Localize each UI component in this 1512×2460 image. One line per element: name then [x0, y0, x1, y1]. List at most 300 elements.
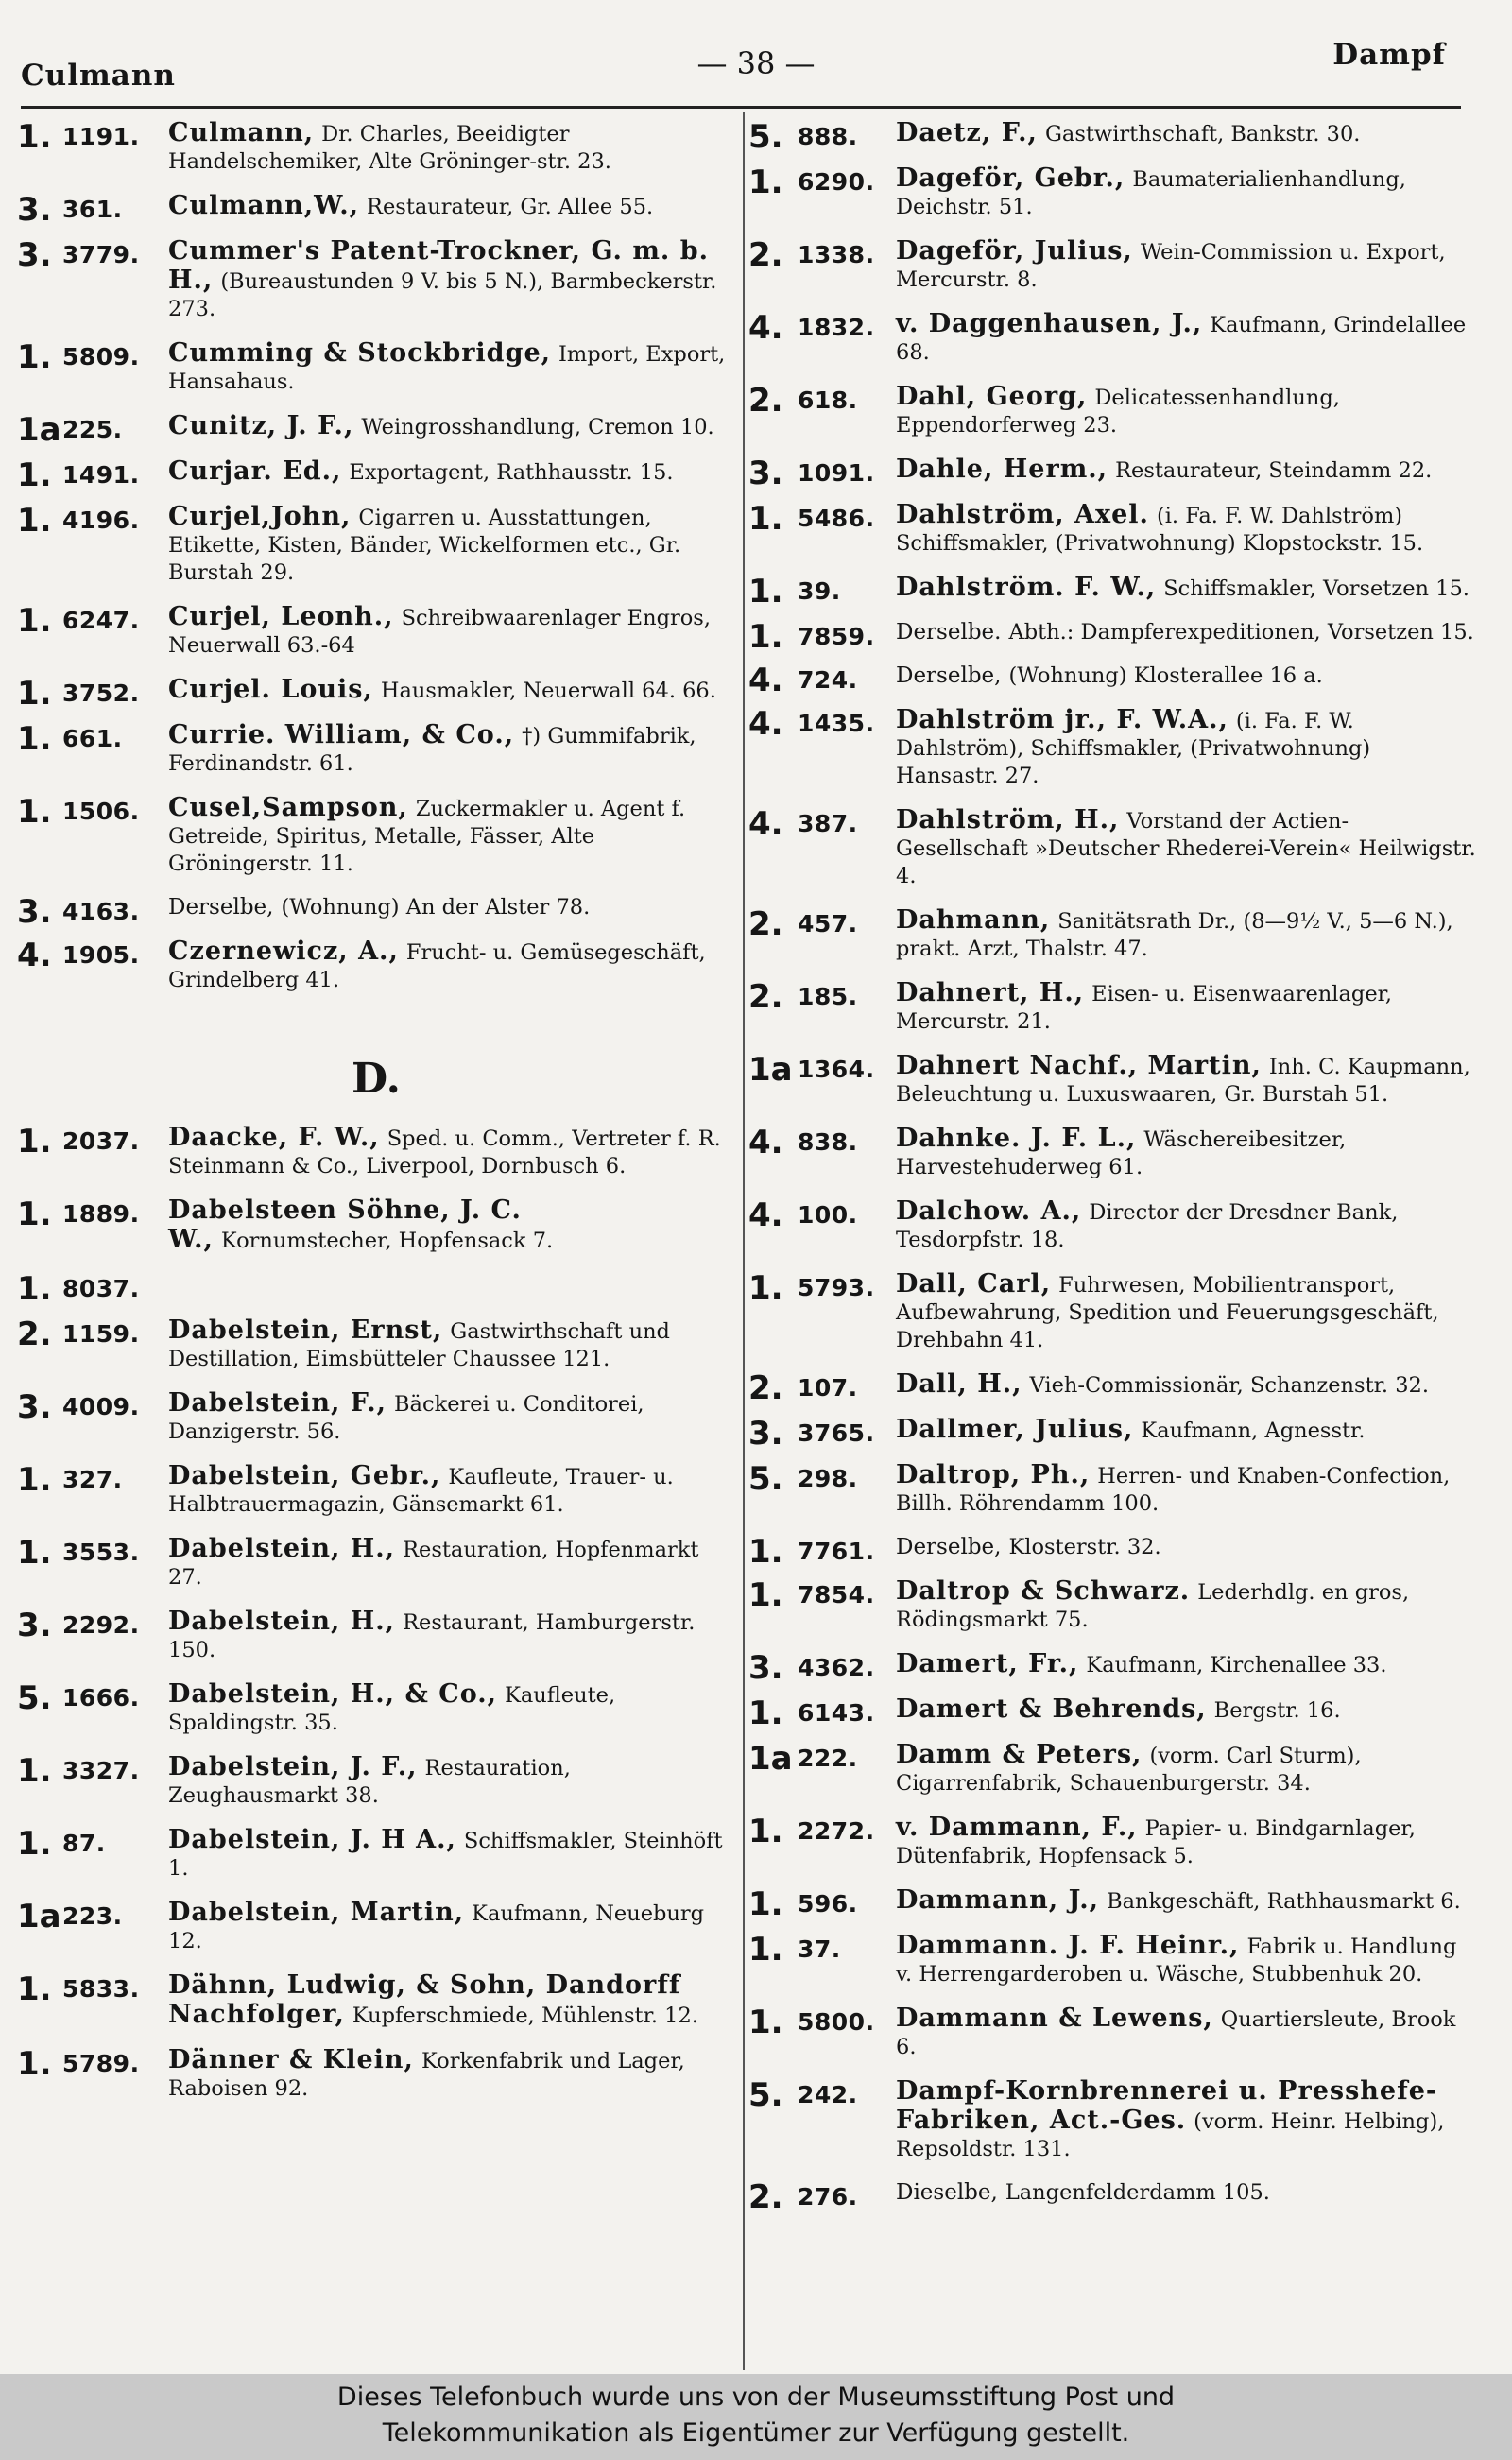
entry-text	[896, 1197, 1478, 1254]
directory-entry	[17, 119, 735, 176]
exchange-zone: 2.	[748, 2178, 783, 2216]
exchange-zone: 1.	[748, 618, 783, 656]
telephone-number: 618.	[798, 387, 858, 414]
exchange-zone: 1.	[17, 1752, 52, 1790]
telephone-number: 1889.	[62, 1200, 140, 1228]
entry-text	[896, 310, 1478, 367]
exchange-zone: 5.	[17, 1679, 52, 1717]
exchange-zone: 3.	[17, 893, 52, 931]
left-column	[17, 119, 735, 2119]
exchange-zone: 1.	[748, 573, 783, 611]
subscriber-details: Kaufleute, Trauer- u. Halbtrauermagazin, Gänsemarkt 61.	[168, 1465, 674, 1517]
entry-text	[168, 2046, 735, 2103]
entry-text	[168, 1608, 735, 1664]
directory-entry	[748, 1741, 1478, 1798]
telephone-number: 1491.	[62, 461, 140, 489]
subscriber-name: Dabelsteen Söhne, J. C. W.,	[168, 1196, 522, 1254]
subscriber-details: Restaurateur, Steindamm 22.	[1115, 458, 1433, 483]
directory-entry	[17, 1316, 735, 1373]
exchange-zone: 3.	[748, 455, 783, 492]
telephone-number: 327.	[62, 1466, 123, 1493]
running-head-left: Culmann	[21, 59, 176, 93]
subscriber-name: Dabelstein, F.,	[168, 1388, 387, 1418]
exchange-zone: 5.	[748, 118, 783, 156]
subscriber-name: Dalchow. A.,	[896, 1196, 1082, 1226]
directory-entry	[748, 906, 1478, 963]
telephone-number: 3752.	[62, 680, 140, 707]
telephone-number: 87.	[62, 1830, 106, 1857]
entry-text	[896, 383, 1478, 439]
telephone-number: 888.	[798, 123, 858, 150]
telephone-number: 4009.	[62, 1393, 140, 1420]
entry-text	[168, 192, 735, 221]
directory-entry	[17, 1753, 735, 1810]
subscriber-details: Kaufmann, Neueburg 12.	[168, 1901, 705, 1953]
telephone-number: 1435.	[798, 710, 875, 737]
subscriber-details: Fabrik u. Handlung v. Herrengarderoben u. Wäsche, Stubbenhuk 20.	[896, 1935, 1457, 1987]
entry-text	[168, 1196, 735, 1255]
directory-entry	[748, 1814, 1478, 1870]
subscriber-details: Cigarren u. Ausstattungen, Etikette, Kisten, Bänder, Wickelformen etc., Gr. Burstah 29.	[168, 506, 681, 585]
telephone-number: 6247.	[62, 607, 140, 634]
subscriber-details: (i. Fa. F. W. Dahlström), Schiffsmakler, (Privatwohnung) Hansastr. 27.	[896, 709, 1371, 788]
subscriber-details: Klosterstr. 32.	[1008, 1535, 1161, 1559]
subscriber-details: Frucht- u. Gemüsegeschäft, Grindelberg 41.	[168, 940, 706, 992]
exchange-zone: 4.	[748, 1124, 783, 1161]
telephone-number: 3327.	[62, 1757, 140, 1784]
telephone-number: 1832.	[798, 314, 875, 341]
subscriber-name: Dabelstein, Gebr.,	[168, 1461, 441, 1490]
entry-text	[168, 457, 735, 487]
directory-entry	[748, 662, 1478, 699]
subscriber-details: Kaufmann, Agnesstr.	[1141, 1419, 1366, 1443]
entry-text	[168, 603, 735, 660]
subscriber-name: Culmann,	[168, 118, 315, 147]
page-number: — 38 —	[696, 45, 816, 81]
subscriber-details: Gastwirthschaft und Destillation, Eimsbütteler Chaussee 121.	[168, 1319, 670, 1371]
telephone-number: 4163.	[62, 898, 140, 925]
entry-text	[896, 2077, 1478, 2163]
subscriber-name: Dahl, Georg,	[896, 382, 1088, 411]
subscriber-details: Import, Export, Hansahaus.	[168, 342, 726, 394]
entry-text	[896, 237, 1478, 294]
subscriber-details: Quartiersleute, Brook 6.	[896, 2007, 1456, 2059]
entry-text	[168, 1971, 735, 2030]
entry-text	[168, 503, 735, 587]
subscriber-details: Hausmakler, Neuerwall 64. 66.	[380, 679, 716, 703]
column-divider	[743, 112, 745, 2370]
exchange-zone: 3.	[17, 1388, 52, 1426]
exchange-zone: 1.	[17, 456, 52, 494]
subscriber-details: Schreibwaarenlager Engros, Neuerwall 63.-64	[168, 606, 711, 658]
subscriber-details: (vorm. Heinr. Helbing), Repsoldstr. 131.	[896, 2109, 1445, 2161]
directory-entry	[17, 1680, 735, 1737]
subscriber-details: Zuckermakler u. Agent f. Getreide, Spiritus, Metalle, Fässer, Alte Gröningerstr. 11.	[168, 797, 686, 876]
telephone-number: 2037.	[62, 1127, 140, 1155]
entry-text	[896, 1695, 1478, 1725]
directory-entry	[748, 501, 1478, 558]
exchange-zone: 1a	[748, 1051, 793, 1089]
exchange-zone: 1.	[17, 1534, 52, 1572]
subscriber-name: Dall, Carl,	[896, 1269, 1052, 1299]
exchange-zone: 3.	[748, 1649, 783, 1687]
telephone-number: 2292.	[62, 1611, 140, 1639]
entry-text	[168, 894, 735, 921]
telephone-number: 1666.	[62, 1684, 140, 1712]
directory-entry	[748, 1694, 1478, 1732]
directory-entry	[748, 1649, 1478, 1687]
subscriber-details: †) Gummifabrik, Ferdinandstr. 61.	[168, 724, 696, 776]
subscriber-name: Dammann. J. F. Heinr.,	[896, 1931, 1240, 1960]
telephone-number: 361.	[62, 196, 123, 223]
subscriber-name: Dahnke. J. F. L.,	[896, 1124, 1137, 1153]
footer-line-2: Telekommunikation als Eigentümer zur Verfügung gestellt.	[382, 2418, 1130, 2448]
entry-text	[896, 1932, 1478, 1988]
subscriber-details: Kornumstecher, Hopfensack 7.	[220, 1229, 554, 1253]
entry-text	[168, 1899, 735, 1955]
directory-entry	[17, 794, 735, 878]
directory-entry	[748, 1885, 1478, 1923]
subscriber-details: Eisen- u. Eisenwaarenlager, Mercurstr. 21.	[896, 982, 1393, 1034]
directory-entry	[748, 1052, 1478, 1109]
exchange-zone: 1.	[17, 793, 52, 831]
exchange-zone: 5.	[748, 1460, 783, 1498]
entry-text	[168, 237, 735, 323]
exchange-zone: 1.	[17, 338, 52, 376]
directory-entry	[748, 1125, 1478, 1181]
subscriber-name: Dabelstein, Martin,	[168, 1898, 465, 1927]
subscriber-name: Cunitz, J. F.,	[168, 411, 354, 440]
telephone-number: 107.	[798, 1374, 858, 1402]
entry-text	[896, 2179, 1478, 2207]
exchange-zone: 1.	[17, 118, 52, 156]
telephone-number: 8037.	[62, 1275, 140, 1302]
directory-entry	[17, 893, 735, 931]
exchange-zone: 2.	[748, 382, 783, 420]
telephone-number: 5833.	[62, 1975, 140, 2003]
exchange-zone: 1.	[17, 1196, 52, 1233]
exchange-zone: 4.	[748, 705, 783, 743]
exchange-zone: 5.	[748, 2076, 783, 2114]
exchange-zone: 2.	[748, 236, 783, 274]
exchange-zone: 4.	[748, 805, 783, 843]
subscriber-name: Dammann & Lewens,	[896, 2004, 1213, 2033]
exchange-zone: 1.	[17, 2045, 52, 2083]
telephone-number: 100.	[798, 1201, 858, 1229]
subscriber-name: Dallmer, Julius,	[896, 1415, 1134, 1444]
subscriber-name: v. Dammann, F.,	[896, 1813, 1138, 1842]
exchange-zone: 1.	[748, 1885, 783, 1923]
subscriber-name: Dähnn, Ludwig, & Sohn, Dandorff Nachfolger,	[168, 1970, 681, 2029]
entry-text	[168, 1389, 735, 1446]
subscriber-name: Dabelstein, J. F.,	[168, 1752, 418, 1781]
subscriber-name: Daetz, F.,	[896, 118, 1038, 147]
subscriber-details: Korkenfabrik und Lager, Raboisen 92.	[168, 2049, 685, 2101]
telephone-number: 596.	[798, 1890, 858, 1918]
directory-entry	[748, 310, 1478, 367]
telephone-number: 7761.	[798, 1538, 875, 1565]
subscriber-details: Schiffsmakler, Steinhöft 1.	[168, 1829, 723, 1881]
telephone-number: 37.	[798, 1935, 841, 1963]
directory-entry	[748, 706, 1478, 790]
entry-text	[896, 1416, 1478, 1445]
entry-text	[896, 1270, 1478, 1354]
directory-entry	[748, 118, 1478, 156]
exchange-zone: 4.	[17, 937, 52, 974]
telephone-number: 242.	[798, 2081, 858, 2108]
directory-entry	[17, 675, 735, 713]
entry-text	[896, 1886, 1478, 1916]
subscriber-name: Dahle, Herm.,	[896, 455, 1108, 484]
exchange-zone: 1.	[748, 163, 783, 201]
directory-entry	[17, 1971, 735, 2030]
telephone-number: 1338.	[798, 241, 875, 268]
telephone-number: 5800.	[798, 2008, 875, 2036]
telephone-number: 223.	[62, 1902, 123, 1930]
directory-entry	[17, 938, 735, 994]
exchange-zone: 1.	[17, 602, 52, 640]
telephone-number: 7854.	[798, 1581, 875, 1608]
telephone-number: 1364.	[798, 1056, 875, 1083]
entry-text	[896, 1052, 1478, 1109]
directory-entry	[748, 383, 1478, 439]
subscriber-name: Cummer's Patent-Trockner, G. m. b. H.,	[168, 236, 710, 295]
subscriber-name: v. Daggenhausen, J.,	[896, 309, 1203, 338]
exchange-zone: 1.	[748, 2004, 783, 2041]
telephone-number: 1191.	[62, 123, 140, 150]
exchange-zone: 1.	[17, 502, 52, 540]
subscriber-name: Czernewicz, A.,	[168, 937, 399, 966]
telephone-number: 1159.	[62, 1320, 140, 1348]
entry-text	[896, 1461, 1478, 1518]
subscriber-details: Kaufmann, Kirchenallee 33.	[1086, 1653, 1387, 1677]
telephone-number: 661.	[62, 725, 123, 752]
entry-text	[896, 164, 1478, 221]
subscriber-details: (i. Fa. F. W. Dahlström) Schiffsmakler, (Privatwohnung) Klopstockstr. 15.	[896, 504, 1424, 556]
entry-text	[168, 412, 735, 441]
telephone-number: 387.	[798, 810, 858, 837]
exchange-zone: 1.	[17, 1123, 52, 1161]
directory-entry	[17, 191, 735, 229]
entry-text	[896, 979, 1478, 1036]
subscriber-details: Wein-Commission u. Export, Mercurstr. 8.	[896, 240, 1446, 292]
subscriber-name: Derselbe,	[896, 663, 1002, 688]
subscriber-name: Currie. William, & Co.,	[168, 720, 515, 749]
exchange-zone: 2.	[748, 905, 783, 943]
subscriber-name: Damm & Peters,	[896, 1740, 1143, 1769]
exchange-zone: 2.	[748, 978, 783, 1016]
entry-text	[896, 1577, 1478, 1634]
entry-text	[896, 119, 1478, 148]
telephone-number: 225.	[62, 416, 123, 443]
entry-text	[168, 938, 735, 994]
entry-text	[896, 619, 1478, 646]
telephone-number: 3779.	[62, 241, 140, 268]
subscriber-name: Dahnert, H.,	[896, 978, 1085, 1007]
directory-entry	[17, 456, 735, 494]
subscriber-details: Weingrosshandlung, Cremon 10.	[361, 415, 714, 439]
telephone-number: 1506.	[62, 798, 140, 825]
directory-entry	[748, 979, 1478, 1036]
directory-entry	[748, 618, 1478, 656]
directory-entry	[748, 1369, 1478, 1407]
directory-entry	[17, 1899, 735, 1955]
subscriber-details: Restaurant, Hamburgerstr. 150.	[168, 1610, 696, 1662]
subscriber-name: Culmann,W.,	[168, 191, 360, 220]
telephone-number: 6290.	[798, 168, 875, 196]
section-heading: D.	[352, 1055, 401, 1103]
subscriber-details: Bergstr. 16.	[1213, 1698, 1341, 1723]
exchange-zone: 4.	[748, 662, 783, 699]
telephone-number: 276.	[798, 2183, 858, 2211]
subscriber-name: Dahlström, Axel.	[896, 500, 1149, 529]
directory-entry	[748, 2178, 1478, 2216]
subscriber-details: Kaufleute, Spaldingstr. 35.	[168, 1683, 616, 1735]
entry-text	[896, 2004, 1478, 2061]
exchange-zone: 4.	[748, 309, 783, 347]
subscriber-name: Curjel. Louis,	[168, 675, 373, 704]
directory-entry	[17, 503, 735, 587]
exchange-zone: 1.	[17, 1825, 52, 1863]
telephone-number: 4196.	[62, 507, 140, 534]
subscriber-details: Restauration, Hopfenmarkt 27.	[168, 1538, 699, 1590]
telephone-number: 5793.	[798, 1274, 875, 1301]
directory-entry	[17, 1608, 735, 1664]
entry-text	[168, 1316, 735, 1373]
entry-list-d	[17, 1124, 735, 2103]
exchange-zone: 1.	[17, 1461, 52, 1499]
directory-entry	[748, 1415, 1478, 1453]
subscriber-name: Daltrop, Ph.,	[896, 1460, 1091, 1489]
subscriber-name: Curjel, Leonh.,	[168, 602, 394, 631]
subscriber-details: Bankgeschäft, Rathhausmarkt 6.	[1107, 1889, 1461, 1914]
subscriber-name: Dahlström, H.,	[896, 805, 1120, 834]
telephone-number: 5809.	[62, 343, 140, 370]
subscriber-name: Dänner & Klein,	[168, 2045, 414, 2074]
directory-entry	[748, 1577, 1478, 1634]
subscriber-details: Sped. u. Comm., Vertreter f. R. Steinmann & Co., Liverpool, Dornbusch 6.	[168, 1127, 721, 1178]
subscriber-name: Dammann, J.,	[896, 1885, 1100, 1915]
directory-entry	[748, 1270, 1478, 1354]
entry-text	[896, 1534, 1478, 1561]
directory-entry	[748, 1533, 1478, 1571]
entry-text	[896, 1741, 1478, 1798]
directory-entry	[17, 1270, 735, 1308]
directory-entry	[748, 573, 1478, 611]
directory-entry	[748, 806, 1478, 890]
header-rule	[21, 106, 1461, 109]
directory-entry	[17, 1826, 735, 1883]
telephone-number: 5486.	[798, 505, 875, 532]
entry-list-right	[748, 118, 1478, 2216]
subscriber-details: Fuhrwesen, Mobilientransport, Aufbewahrung, Spedition und Feuerungsgeschäft, Drehbahn 41.	[896, 1273, 1439, 1352]
subscriber-details: Langenfelderdamm 105.	[1005, 2180, 1270, 2205]
entry-text	[896, 1650, 1478, 1679]
subscriber-details: Delicatessenhandlung, Eppendorferweg 23.	[896, 386, 1340, 438]
directory-entry	[748, 1461, 1478, 1518]
subscriber-details: Kupferschmiede, Mühlenstr. 12.	[352, 2004, 698, 2028]
telephone-number: 838.	[798, 1128, 858, 1156]
subscriber-details: Restaurateur, Gr. Allee 55.	[367, 195, 654, 219]
entry-text	[896, 1370, 1478, 1400]
telephone-number: 1905.	[62, 941, 140, 969]
subscriber-name: Dampf-Kornbrennerei u. Presshefe-Fabriken, Act.-Ges.	[896, 2076, 1438, 2135]
subscriber-details: (vorm. Carl Sturm), Cigarrenfabrik, Schauenburgerstr. 34.	[896, 1744, 1362, 1796]
subscriber-details: (Bureaustunden 9 V. bis 5 N.), Barmbeckerstr. 273.	[168, 269, 717, 321]
entry-text	[896, 1125, 1478, 1181]
subscriber-details: (Wohnung) An der Alster 78.	[281, 895, 591, 920]
entry-text	[168, 1753, 735, 1810]
subscriber-details: Baumaterialienhandlung, Deichstr. 51.	[896, 167, 1406, 219]
directory-entry	[17, 1196, 735, 1255]
subscriber-name: Derselbe,	[896, 1535, 1002, 1559]
entry-text	[896, 906, 1478, 963]
subscriber-name: Dahnert Nachf., Martin,	[896, 1051, 1262, 1080]
subscriber-name: Daltrop & Schwarz.	[896, 1576, 1191, 1606]
directory-entry	[17, 237, 735, 323]
entry-text	[168, 1535, 735, 1591]
entry-text	[168, 721, 735, 778]
subscriber-name: Dageför, Gebr.,	[896, 163, 1125, 193]
subscriber-name: Daacke, F. W.,	[168, 1123, 380, 1152]
subscriber-name: Curjar. Ed.,	[168, 456, 342, 486]
exchange-zone: 3.	[17, 1607, 52, 1644]
exchange-zone: 4.	[748, 1196, 783, 1234]
subscriber-name: Dabelstein, J. H A.,	[168, 1825, 456, 1854]
subscriber-name: Dabelstein, H.,	[168, 1534, 396, 1563]
subscriber-name: Dabelstein, Ernst,	[168, 1316, 443, 1345]
subscriber-name: Damert, Fr.,	[896, 1649, 1079, 1678]
entry-text	[896, 501, 1478, 558]
exchange-zone: 2.	[17, 1316, 52, 1353]
entry-text	[168, 676, 735, 705]
directory-entry	[17, 339, 735, 396]
subscriber-name: Derselbe.	[896, 620, 1002, 645]
subscriber-details: Dr. Charles, Beeidigter Handelschemiker, Alte Gröninger-str. 23.	[168, 122, 611, 174]
telephone-number: 724.	[798, 666, 858, 694]
exchange-zone: 1.	[748, 1269, 783, 1307]
subscriber-details: Lederhdlg. en gros, Rödingsmarkt 75.	[896, 1580, 1410, 1632]
subscriber-name: Dahmann,	[896, 905, 1051, 935]
exchange-zone: 1.	[17, 720, 52, 758]
directory-entry	[748, 2004, 1478, 2061]
subscriber-details: Schiffsmakler, Vorsetzen 15.	[1163, 576, 1469, 601]
directory-entry	[17, 1389, 735, 1446]
entry-text	[896, 662, 1478, 690]
entry-text	[896, 806, 1478, 890]
right-column	[748, 119, 1478, 2223]
subscriber-details: Bäckerei u. Conditorei, Danzigerstr. 56.	[168, 1392, 644, 1444]
directory-entry	[748, 1197, 1478, 1254]
telephone-number: 5789.	[62, 2050, 140, 2077]
subscriber-details: Kaufmann, Grindelallee 68.	[896, 313, 1467, 365]
exchange-zone: 3.	[17, 236, 52, 274]
subscriber-details: Inh. C. Kaupmann, Beleuchtung u. Luxuswaaren, Gr. Burstah 51.	[896, 1055, 1470, 1107]
exchange-zone: 1.	[748, 1533, 783, 1571]
subscriber-name: Dahlström. F. W.,	[896, 573, 1157, 602]
subscriber-details: Papier- u. Bindgarnlager, Dütenfabrik, Hopfensack 5.	[896, 1816, 1416, 1868]
subscriber-details: Director der Dresdner Bank, Tesdorpfstr. 18.	[896, 1200, 1399, 1252]
running-head-right: Dampf	[1332, 38, 1446, 72]
telephone-number: 185.	[798, 983, 858, 1010]
exchange-zone: 2.	[748, 1369, 783, 1407]
directory-entry	[17, 2046, 735, 2103]
subscriber-details: Sanitätsrath Dr., (8—9½ V., 5—6 N.), prakt. Arzt, Thalstr. 47.	[896, 909, 1453, 961]
entry-text	[168, 119, 735, 176]
directory-entry	[17, 1535, 735, 1591]
subscriber-name: Dall, H.,	[896, 1369, 1022, 1399]
subscriber-name: Derselbe,	[168, 895, 274, 920]
